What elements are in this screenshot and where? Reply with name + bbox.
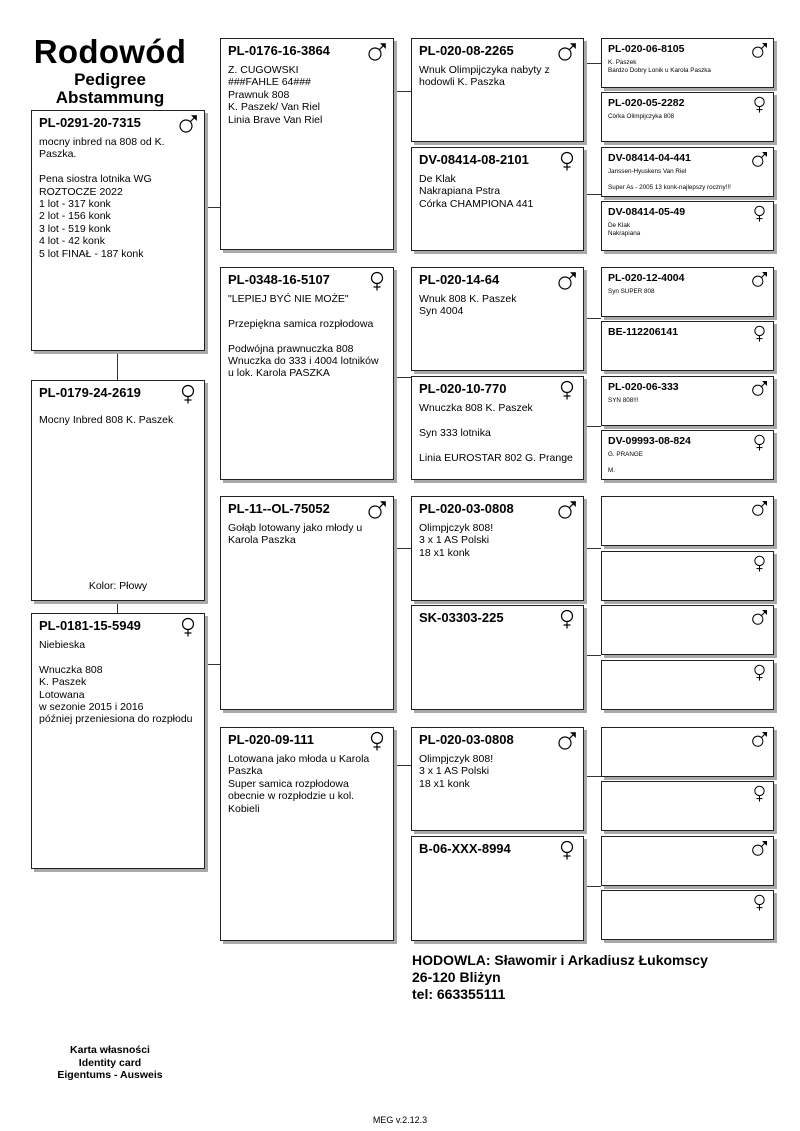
ring-number: PL-020-08-2265	[419, 43, 514, 58]
ring-number: PL-0176-16-3864	[228, 43, 330, 58]
ring-number: DV-09993-08-824	[608, 435, 691, 447]
bird-description: K. Paszek Bardzo Dobry Lonik u Karola Paszka	[608, 59, 711, 74]
title-abstammung: Abstammung	[55, 88, 165, 107]
bird-description: De Klak Nakrapiana	[608, 222, 641, 237]
great-grandparent-card[interactable]	[601, 92, 774, 142]
great-grandparent-card[interactable]	[601, 605, 774, 655]
ring-number: DV-08414-04-441	[608, 152, 691, 164]
dam-card[interactable]	[31, 613, 205, 869]
male-icon	[751, 840, 768, 857]
female-icon	[178, 384, 198, 404]
ring-number: PL-020-06-8105	[608, 43, 685, 55]
female-icon	[751, 555, 768, 572]
software-version: MEG v.2.12.3	[372, 1115, 428, 1125]
great-grandparent-card[interactable]	[601, 836, 774, 886]
female-icon	[367, 731, 387, 751]
ring-number: PL-020-09-111	[228, 732, 315, 747]
breeder-phone: tel: 663355111	[412, 986, 506, 1002]
female-icon	[557, 151, 577, 171]
ring-number: DV-08414-05-49	[608, 206, 686, 218]
bird-description: Wnuk 808 K. Paszek Syn 4004	[419, 293, 517, 318]
grandparent-card[interactable]	[411, 147, 584, 251]
great-grandparent-card[interactable]	[601, 551, 774, 601]
bird-description: Janssen-Hyuskens Van Riel Super As - 2005 13 konk-najlepszy roczny!!!	[608, 168, 731, 191]
great-grandparent-card[interactable]	[601, 321, 774, 371]
sister-description: Mocny Inbred 808 K. Paszek	[39, 414, 174, 426]
female-icon	[751, 96, 768, 113]
grandparent-card[interactable]	[411, 267, 584, 371]
great-grandparent-card[interactable]	[601, 430, 774, 480]
ring-number: B-06-XXX-8994	[419, 841, 511, 856]
ring-number: BE-112206141	[608, 326, 679, 338]
great-grandparent-card[interactable]	[601, 267, 774, 317]
parent-card[interactable]	[220, 267, 394, 480]
identity-card-pl: Karta własności	[70, 1044, 150, 1056]
great-grandparent-card[interactable]	[601, 890, 774, 940]
grandparent-card[interactable]	[411, 496, 584, 601]
grandparent-card[interactable]	[411, 605, 584, 710]
great-grandparent-card[interactable]	[601, 38, 774, 88]
male-icon	[367, 42, 387, 62]
ring-number: PL-020-03-0808	[419, 732, 514, 747]
male-icon	[557, 500, 577, 520]
male-icon	[751, 731, 768, 748]
female-icon	[751, 894, 768, 911]
ring-number: SK-03303-225	[419, 610, 504, 625]
great-grandparent-card[interactable]	[601, 496, 774, 546]
breeder-name: HODOWLA: Sławomir i Arkadiusz Łukomscy	[412, 952, 708, 968]
bird-description: Lotowana jako młoda u Karola Paszka Super samica rozpłodowa obecnie w rozpłodzie u kol. Kobieli	[228, 753, 370, 815]
male-icon	[751, 271, 768, 288]
grandparent-card[interactable]	[411, 836, 584, 941]
male-icon	[751, 380, 768, 397]
grandparent-card[interactable]	[411, 376, 584, 480]
ring-number: PL-020-14-64	[419, 272, 500, 287]
dam-description: Niebieska Wnuczka 808 K. Paszek Lotowana w sezonie 2015 i 2016 później przeniesiona do rozpłodu	[39, 639, 193, 726]
parent-card[interactable]	[220, 727, 394, 941]
ring-number: PL-020-10-770	[419, 381, 507, 396]
ring-number: PL-020-03-0808	[419, 501, 514, 516]
bird-description: Z. CUGOWSKI ###FAHLE 64### Prawnuk 808 K. Paszek/ Van Riel Linia Brave Van Riel	[228, 64, 323, 126]
bird-description: Wnuczka 808 K. Paszek Syn 333 lotnika Linia EUROSTAR 802 G. Prange	[419, 402, 573, 464]
female-icon	[557, 380, 577, 400]
bird-description: Wnuk Olimpijczyka nabyty z hodowli K. Paszka	[419, 64, 550, 89]
breeder-address: 26-120 Bliżyn	[412, 969, 501, 985]
breeder-info	[412, 952, 708, 1003]
subject-card[interactable]	[31, 110, 205, 351]
identity-card-de: Eigentums - Ausweis	[57, 1069, 163, 1081]
ring-number: PL-11--OL-75052	[228, 501, 330, 516]
subject-ring-number: PL-0291-20-7315	[39, 115, 141, 130]
bird-description: G. PRANGE M.	[608, 451, 643, 474]
great-grandparent-card[interactable]	[601, 376, 774, 426]
ring-number: PL-020-06-333	[608, 381, 679, 393]
male-icon	[367, 500, 387, 520]
great-grandparent-card[interactable]	[601, 201, 774, 251]
identity-card-label	[40, 1044, 180, 1082]
sister-color: Kolor: Płowy	[88, 580, 148, 592]
female-icon	[367, 271, 387, 291]
ring-number: DV-08414-08-2101	[419, 152, 529, 167]
male-icon	[751, 500, 768, 517]
bird-description: "LEPIEJ BYĆ NIE MOŻE" Przepiękna samica rozpłodowa Podwójna prawnuczka 808 Wnuczka do 333 i 4004 lotników u lok. Karola PASZKA	[228, 293, 379, 380]
great-grandparent-card[interactable]	[601, 147, 774, 197]
male-icon	[557, 271, 577, 291]
title-pedigree: Pedigree	[74, 70, 146, 89]
female-icon	[751, 434, 768, 451]
male-icon	[557, 42, 577, 62]
identity-card-en: Identity card	[78, 1056, 142, 1069]
female-icon	[557, 840, 577, 860]
parent-card[interactable]	[220, 38, 394, 250]
ring-number: PL-020-05-2282	[608, 97, 685, 109]
male-icon	[178, 114, 198, 134]
title-rodowod: Rodowód	[33, 33, 187, 70]
grandparent-card[interactable]	[411, 727, 584, 831]
great-grandparent-card[interactable]	[601, 660, 774, 710]
female-icon	[178, 617, 198, 637]
female-icon	[751, 785, 768, 802]
subject-description: mocny inbred na 808 od K. Paszka. Pena siostra lotnika WG ROZTOCZE 2022 1 lot - 317 konk 2 lot - 156 konk 3 lot - 519 konk 4 lot - 42 konk 5 lot FINAŁ - 187 konk	[39, 136, 165, 260]
bird-description: De Klak Nakrapiana Pstra Córka CHAMPIONA 441	[419, 173, 534, 210]
dam-ring-number: PL-0181-15-5949	[39, 618, 141, 633]
male-icon	[557, 731, 577, 751]
bird-description: SYN 808!!!	[608, 397, 639, 404]
male-icon	[751, 151, 768, 168]
female-icon	[557, 609, 577, 629]
grandparent-card[interactable]	[411, 38, 584, 142]
great-grandparent-card[interactable]	[601, 781, 774, 831]
male-icon	[751, 609, 768, 626]
parent-card[interactable]	[220, 496, 394, 710]
bird-description: Syn SUPER 808	[608, 288, 655, 295]
ring-number: PL-020-12-4004	[608, 272, 685, 284]
female-icon	[751, 664, 768, 681]
bird-description: Córka Olimpijczyka 808	[608, 113, 675, 120]
female-icon	[751, 205, 768, 222]
female-icon	[751, 325, 768, 342]
sister-card[interactable]	[31, 380, 205, 601]
ring-number: PL-0348-16-5107	[228, 272, 330, 287]
male-icon	[751, 42, 768, 59]
bird-description: Olimpjczyk 808! 3 x 1 AS Polski 18 x1 konk	[419, 522, 494, 559]
great-grandparent-card[interactable]	[601, 727, 774, 777]
sister-ring-number: PL-0179-24-2619	[39, 385, 141, 400]
bird-description: Olimpjczyk 808! 3 x 1 AS Polski 18 x1 konk	[419, 753, 494, 790]
pedigree-title-block	[20, 35, 200, 106]
bird-description: Gołąb lotowany jako młody u Karola Paszka	[228, 522, 363, 547]
